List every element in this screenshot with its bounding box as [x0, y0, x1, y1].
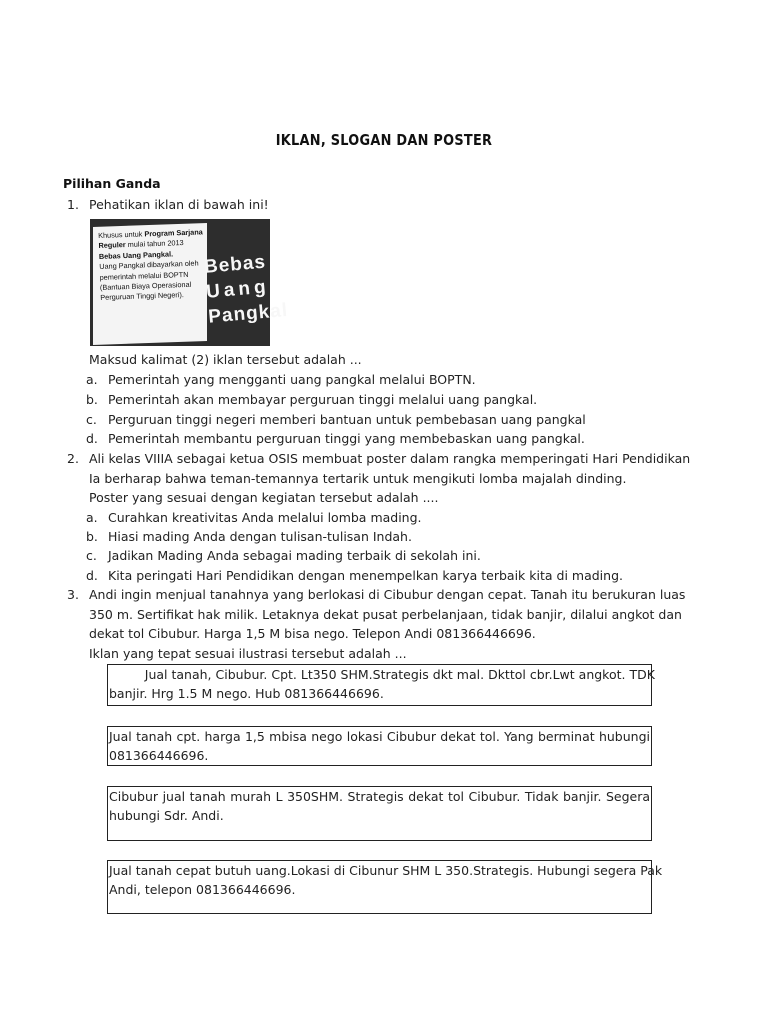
ad-headline-1: Bebas [203, 251, 267, 278]
q1-option-a: Pemerintah yang mengganti uang pangkal melalui BOPTN. [108, 372, 476, 387]
box-line-1: Jual tanah cpt. harga 1,5 mbisa nego lokasi Cibubur dekat tol. Yang berminat hubungi [109, 729, 650, 744]
question-3-line-3: dekat tol Cibubur. Harga 1,5 M bisa nego. Telepon Andi 081366446696. [89, 626, 536, 641]
answer-option-box [107, 664, 655, 706]
q1-option-a-letter: a. [86, 372, 98, 387]
q2-option-b-letter: b. [86, 529, 98, 544]
ad-line-2b: mulai tahun 2013 [125, 238, 184, 250]
box-line-1: Jual tanah cepat butuh uang.Lokasi di Cibunur SHM L 350.Strategis. Hubungi segera Pak [109, 863, 663, 878]
box-line-2: banjir. Hrg 1.5 M nego. Hub 081366446696. [109, 686, 384, 701]
question-3-line-1: Andi ingin menjual tanahnya yang berlokasi di Cibubur dengan cepat. Tanah itu berukuran luas [89, 587, 686, 602]
q1-option-c: Perguruan tinggi negeri memberi bantuan untuk pembebasan uang pangkal [108, 412, 586, 427]
page-title: IKLAN, SLOGAN DAN POSTER [275, 131, 493, 149]
question-2-line-3: Poster yang sesuai dengan kegiatan tersebut adalah .... [89, 490, 439, 505]
ad-line-6: (Bantuan Biaya Operasional [99, 279, 192, 292]
box-line-2: Andi, telepon 081366446696. [109, 882, 296, 897]
answer-option-box [107, 726, 652, 766]
answer-option-box [107, 860, 663, 914]
box-line-2: hubungi Sdr. Andi. [109, 808, 224, 823]
question-2-line-1: Ali kelas VIIIA sebagai ketua OSIS membuat poster dalam rangka memperingati Hari Pendidikan [89, 451, 691, 466]
q2-option-d: Kita peringati Hari Pendidikan dengan menempelkan karya terbaik kita di mading. [108, 568, 623, 583]
ad-line-5: pemerintah melalui BOPTN [99, 269, 189, 282]
box-line-2: 081366446696. [109, 748, 209, 763]
q2-option-b: Hiasi mading Anda dengan tulisan-tulisan Indah. [108, 529, 412, 544]
ad-headline [203, 249, 289, 329]
q1-option-d: Pemerintah membantu perguruan tinggi yang membebaskan uang pangkal. [108, 431, 585, 446]
advertisement-image [90, 219, 289, 346]
answer-option-box [107, 786, 652, 841]
question-2-number: 2. [67, 451, 79, 466]
ad-line-1b: Program Sarjana [144, 227, 203, 239]
q1-option-b-letter: b. [86, 392, 98, 407]
ad-line-3: Bebas Uang Pangkal. [98, 249, 174, 261]
ad-line-7: Perguruan Tinggi Negeri). [100, 290, 185, 303]
question-1-text: Maksud kalimat (2) iklan tersebut adalah ... [89, 352, 362, 367]
box-line-1: Jual tanah, Cibubur. Cpt. Lt350 SHM.Strategis dkt mal. Dkttol cbr.Lwt angkot. TDK [109, 667, 655, 682]
q2-option-d-letter: d. [86, 568, 98, 583]
question-1-prompt: Pehatikan iklan di bawah ini! [89, 197, 269, 212]
ad-line-2a: Reguler [98, 240, 126, 251]
q2-option-a-letter: a. [86, 510, 98, 525]
question-2-line-2: Ia berharap bahwa teman-temannya tertarik untuk mengikuti lomba majalah dinding. [89, 471, 627, 486]
ad-headline-3: Pangkal [207, 299, 289, 328]
section-heading: Pilihan Ganda [63, 176, 161, 191]
ad-small-text [98, 227, 208, 304]
question-1-number: 1. [67, 197, 79, 212]
ad-line-1a: Khusus untuk [98, 229, 145, 240]
q1-option-b: Pemerintah akan membayar perguruan tinggi melalui uang pangkal. [108, 392, 538, 407]
ad-headline-2: Uang [205, 276, 271, 303]
question-3-line-4: Iklan yang tepat sesuai ilustrasi tersebut adalah ... [89, 646, 407, 661]
q2-option-c-letter: c. [86, 548, 97, 563]
q2-option-c: Jadikan Mading Anda sebagai mading terbaik di sekolah ini. [108, 548, 481, 563]
box-line-1: Cibubur jual tanah murah L 350SHM. Strategis dekat tol Cibubur. Tidak banjir. Segera [109, 789, 650, 804]
question-3-number: 3. [67, 587, 79, 602]
q2-option-a: Curahkan kreativitas Anda melalui lomba mading. [108, 510, 422, 525]
ad-line-4: Uang Pangkal dibayarkan oleh [99, 258, 199, 272]
question-3-line-2: 350 m. Sertifikat hak milik. Letaknya dekat pusat perbelanjaan, tidak banjir, dilalui angkot dan [89, 607, 682, 622]
q1-option-d-letter: d. [86, 431, 98, 446]
q1-option-c-letter: c. [86, 412, 97, 427]
